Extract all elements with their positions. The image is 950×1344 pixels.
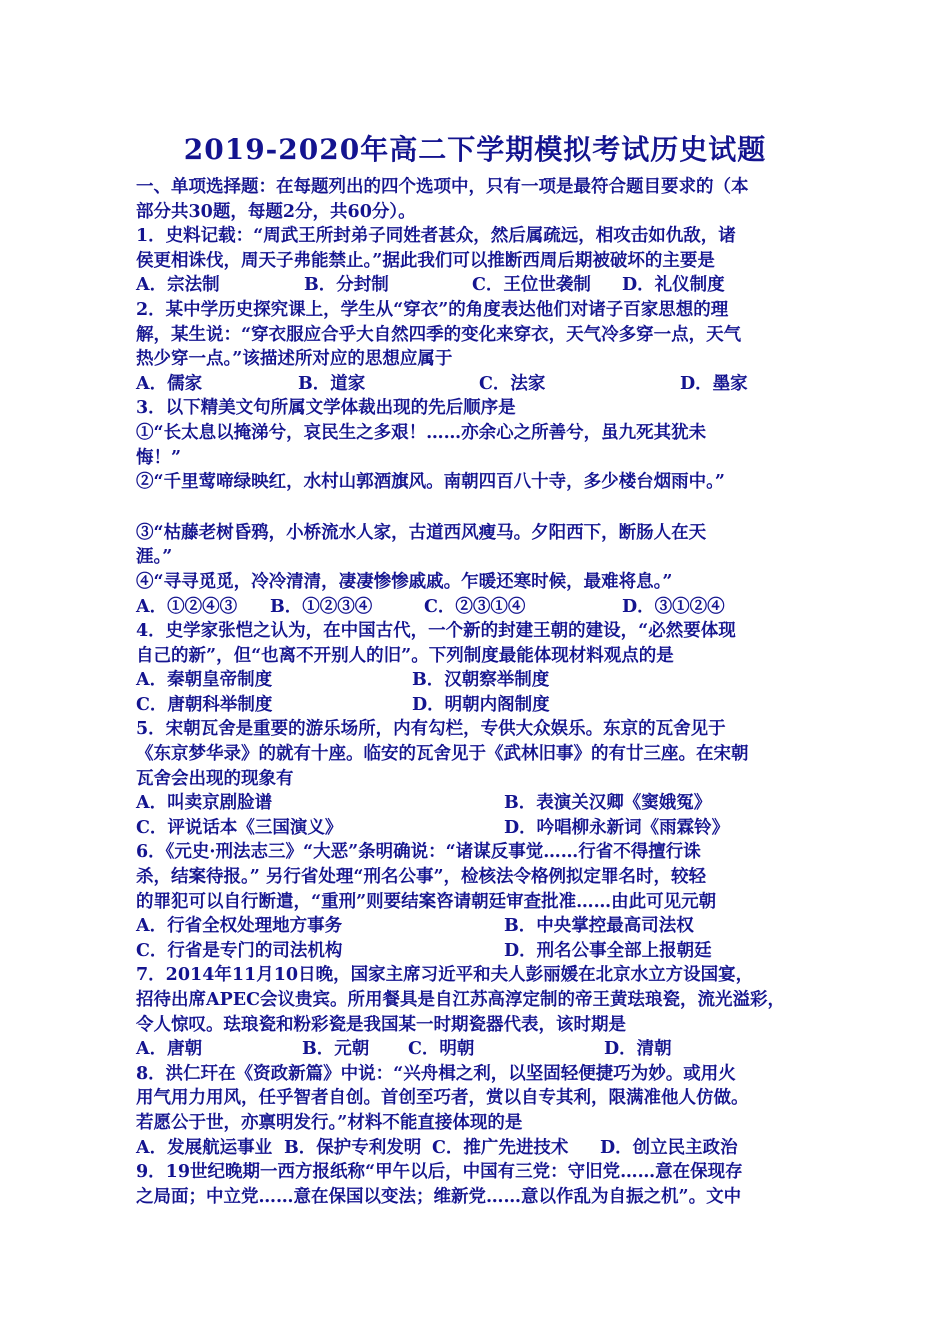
option-c[interactable]: C．唐朝科举制度 <box>136 694 273 715</box>
option-b[interactable]: B．表演关汉卿《窦娥冤》 <box>504 793 712 814</box>
question-3-stem: 3．以下精美文句所属文学体裁出现的先后顺序是 <box>136 398 516 419</box>
question-5-options <box>136 791 826 816</box>
exam-content <box>136 175 826 1209</box>
option-b[interactable]: B．①②③④ <box>270 596 373 617</box>
question-4-stem: 4．史学家张恺之认为，在中国古代，一个新的封建王朝的建设，“必然要体现 <box>136 621 736 642</box>
option-c[interactable]: C．评说话本《三国演义》 <box>136 817 343 838</box>
option-d[interactable]: D．创立民主政治 <box>600 1137 738 1158</box>
option-d[interactable]: D．墨家 <box>680 373 748 394</box>
question-1-stem: 侯更相诛伐，周天子弗能禁止。”据此我们可以推断西周后期被破坏的主要是 <box>136 250 715 271</box>
question-2-stem: 2．某中学历史探究课上，学生从“穿衣”的角度表达他们对诸子百家思想的理 <box>136 299 729 320</box>
blank-line <box>136 495 826 521</box>
quote-1: ①“长太息以掩涕兮，哀民生之多艰！……亦余心之所善兮，虽九死其犹未 <box>136 422 707 443</box>
question-7-options <box>136 1037 826 1062</box>
instruction-line: 一、单项选择题：在每题列出的四个选项中，只有一项是最符合题目要求的（本 <box>136 177 749 197</box>
option-d[interactable]: D．吟唱柳永新词《雨霖铃》 <box>504 817 730 838</box>
question-3-options <box>136 595 826 620</box>
question-8-stem: 若愿公于世，亦禀明发行。”材料不能直接体现的是 <box>136 1112 523 1133</box>
option-a[interactable]: A．发展航运事业 <box>136 1137 273 1158</box>
option-d[interactable]: D．礼仪制度 <box>622 275 725 296</box>
option-a[interactable]: A．秦朝皇帝制度 <box>136 670 273 691</box>
question-7-stem: 7．2014年11月10日晚，国家主席习近平和夫人彭丽媛在北京水立方设国宴， <box>136 965 754 986</box>
option-d[interactable]: D．明朝内阁制度 <box>412 694 550 715</box>
question-6-stem: 杀，结案待报。” 另行省处理“刑名公事”，检核法令格例拟定罪名时，较轻 <box>136 867 707 888</box>
quote-1: 悔！” <box>136 447 182 468</box>
question-5-stem: 瓦舍会出现的现象有 <box>136 768 294 789</box>
question-8-options <box>136 1136 826 1161</box>
option-a[interactable]: A．宗法制 <box>136 275 220 296</box>
quote-3: 涯。” <box>136 547 173 568</box>
quote-4: ④“寻寻觅觅，冷冷清清，凄凄惨惨戚戚。乍暖还寒时候，最难将息。” <box>136 571 673 592</box>
question-2-options <box>136 372 826 397</box>
option-b[interactable]: B．中央掌控最高司法权 <box>504 916 694 937</box>
exam-title: 2019-2020年高二下学期模拟考试历史试题 <box>183 133 767 166</box>
option-b[interactable]: B．汉朝察举制度 <box>412 670 550 691</box>
question-5-options <box>136 816 826 841</box>
question-4-options <box>136 668 826 693</box>
option-c[interactable]: C．法家 <box>479 373 546 394</box>
option-c[interactable]: C．行省是专门的司法机构 <box>136 940 343 961</box>
quote-2: ②“千里莺啼绿映红，水村山郭酒旗风。南朝四百八十寺，多少楼台烟雨中。” <box>136 472 725 493</box>
option-a[interactable]: A．行省全权处理地方事务 <box>136 916 343 937</box>
option-b[interactable]: B．道家 <box>298 373 366 394</box>
question-4-options <box>136 693 826 718</box>
question-9-stem: 之局面；中立党……意在保国以变法；维新党……意以作乱为自振之机”。文中 <box>136 1186 742 1207</box>
option-d[interactable]: D．刑名公事全部上报朝廷 <box>504 940 712 961</box>
question-5-stem: 《东京梦华录》的就有十座。临安的瓦舍见于《武林旧事》的有廿三座。在宋朝 <box>136 744 749 765</box>
question-1-options <box>136 273 826 298</box>
option-c[interactable]: C．推广先进技术 <box>432 1137 569 1158</box>
option-a[interactable]: A．唐朝 <box>136 1039 203 1060</box>
instruction-line: 部分共30题，每题2分，共60分）。 <box>136 201 416 222</box>
option-c[interactable]: C．明朝 <box>408 1039 475 1060</box>
question-2-stem: 解，某生说：“穿衣服应合乎大自然四季的变化来穿衣，天气冷多穿一点，天气 <box>136 324 742 345</box>
option-a[interactable]: A．叫卖京剧脸谱 <box>136 793 273 814</box>
option-b[interactable]: B．分封制 <box>304 275 389 296</box>
option-c[interactable]: C．王位世袭制 <box>472 275 591 296</box>
quote-3: ③“枯藤老树昏鸦，小桥流水人家，古道西风瘦马。夕阳西下，断肠人在天 <box>136 522 707 543</box>
option-a[interactable]: A．①②④③ <box>136 596 238 617</box>
question-7-stem: 招待出席APEC会议贵宾。所用餐具是自江苏高淳定制的帝王黄珐琅瓷，流光溢彩， <box>136 990 786 1010</box>
question-6-options <box>136 939 826 964</box>
question-9-stem: 9．19世纪晚期一西方报纸称“甲午以后，中国有三党：守旧党……意在保现存 <box>136 1162 743 1183</box>
option-d[interactable]: D．③①②④ <box>622 596 725 617</box>
question-4-stem: 自己的新”，但“也离不开别人的旧”。下列制度最能体现材料观点的是 <box>136 645 674 666</box>
question-7-stem: 令人惊叹。珐琅瓷和粉彩瓷是我国某一时期瓷器代表，该时期是 <box>136 1014 626 1035</box>
question-1-stem: 1．史料记载：“周武王所封弟子同姓者甚众，然后属疏远，相攻击如仇敌，诸 <box>136 226 736 247</box>
question-8-stem: 用气用力用风，任乎智者自创。首创至巧者，赏以自专其利，限满准他人仿做。 <box>136 1088 749 1109</box>
option-b[interactable]: B．元朝 <box>302 1039 370 1060</box>
option-a[interactable]: A．儒家 <box>136 373 203 394</box>
question-6-options <box>136 914 826 939</box>
question-6-stem: 6．《元史·刑法志三》“大恶”条明确说：“诸谋反事觉……行省不得擅行诛 <box>136 842 701 863</box>
question-2-stem: 热少穿一点。”该描述所对应的思想应属于 <box>136 349 453 370</box>
question-5-stem: 5．宋朝瓦舍是重要的游乐场所，内有勾栏，专供大众娱乐。东京的瓦舍见于 <box>136 719 726 740</box>
question-6-stem: 的罪犯可以自行断遣，“重刑”则要结案咨请朝廷审查批准……由此可见元朝 <box>136 891 717 912</box>
question-8-stem: 8．洪仁玕在《资政新篇》中说：“兴舟楫之利，以坚固轻便捷巧为妙。或用火 <box>136 1063 736 1084</box>
option-b[interactable]: B．保护专利发明 <box>284 1137 422 1158</box>
option-c[interactable]: C．②③①④ <box>424 596 526 617</box>
option-d[interactable]: D．清朝 <box>604 1039 672 1060</box>
